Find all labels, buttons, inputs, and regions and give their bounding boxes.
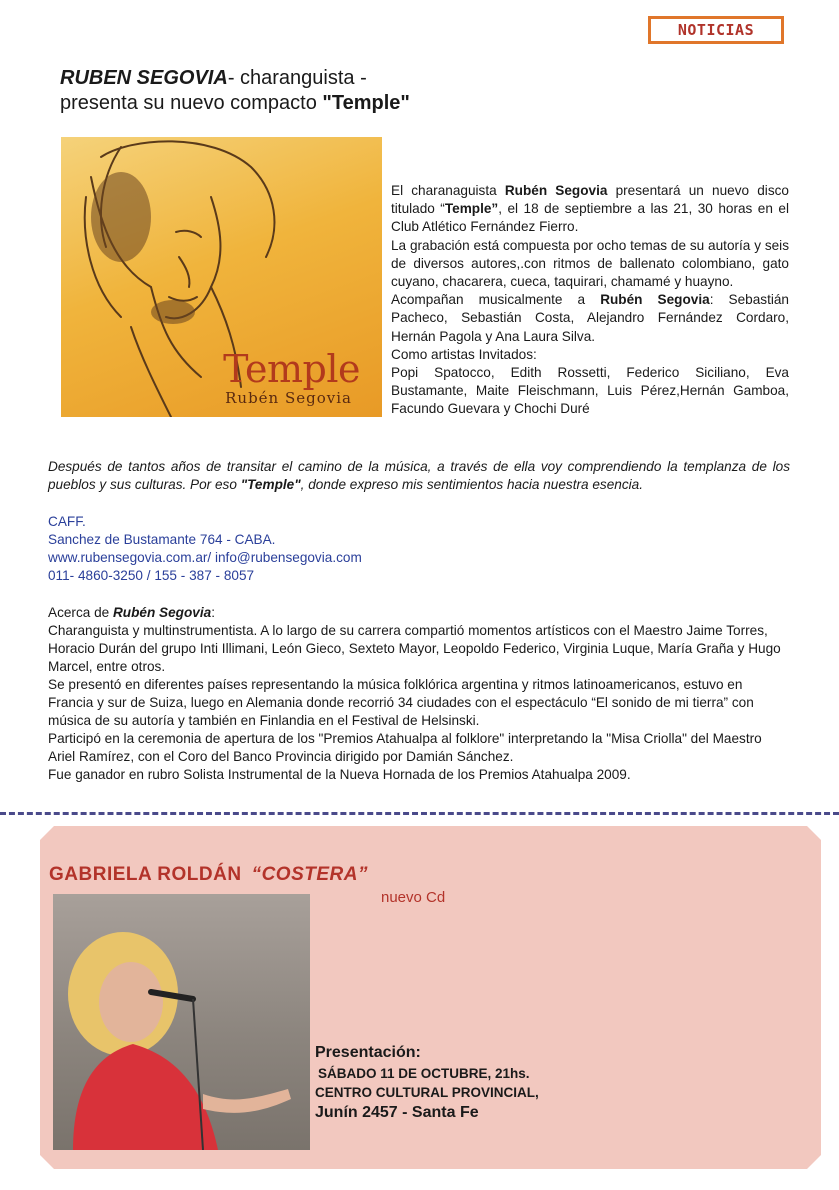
about-paragraph-1: Charanguista y multinstrumentista. A lo largo de su carrera compartió momentos artísticos con el Maestro Jaime Torres, Horacio Durán del grupo Inti Illimani, León Gieco, Sexteto Mayor, Leopoldo Federico, Virginia Luque, María Graña y Hugo Marcel, entre otros.: [48, 623, 781, 674]
intro-paragraph-1: El charanaguista Rubén Segovia presentará un nuevo disco titulado “Temple”, el 18 de septiembre a las 21, 30 horas en el Club Atlético Fernández Fierro.: [391, 183, 789, 235]
intro-paragraph-3: Acompañan musicalmente a Rubén Segovia: Sebastián Pacheco, Sebastián Costa, Alejandro Fernández Cordaro, Hernán Pagola y Ana Laura Silva.: [391, 292, 789, 344]
article-title: [60, 66, 410, 116]
contact-venue: CAFF.: [48, 514, 86, 529]
contact-info: [48, 513, 548, 585]
title-role: - charanguista -: [227, 67, 367, 89]
album-cover-image: [61, 137, 382, 417]
intro-paragraph-2: La grabación está compuesta por ocho temas de su autoría y seis de diversos autores,.con ritmos de ballenato colombiano, gato cuyano, chacarera, cueca, taquirari, chamamé y huayno.: [391, 237, 789, 290]
about-artist: [48, 604, 790, 784]
contact-web-email[interactable]: www.rubensegovia.com.ar/ info@rubensegovia.com: [48, 550, 362, 565]
cover-title: Temple: [223, 347, 360, 391]
contact-phone: 011- 4860-3250 / 155 - 387 - 8057: [48, 568, 255, 583]
event-artist-name: GABRIELA ROLDÁN: [49, 864, 242, 885]
event-heading: Presentación:: [315, 1044, 421, 1061]
contact-address: Sanchez de Bustamante 764 - CABA.: [48, 532, 276, 547]
intro-paragraph-5: Popi Spatocco, Edith Rossetti, Federico Siciliano, Eva Bustamante, Maite Fleischmann, Luis Pérez,Hernán Gamboa, Facundo Guevara y Chochi Duré: [391, 365, 789, 417]
event-address: Junín 2457 - Santa Fe: [315, 1104, 479, 1121]
title-album: "Temple": [322, 92, 410, 114]
singer-photo: [53, 894, 310, 1150]
about-heading: Acerca de Rubén Segovia:: [48, 605, 215, 620]
artist-quote: Después de tantos años de transitar el camino de la música, a través de ella voy comprendiendo la templanza de los pueblos y sus culturas. Por eso "Temple", donde expreso mis sentimientos hacia nuestra esencia.: [48, 459, 790, 492]
artist-name: RUBEN SEGOVIA: [60, 67, 228, 89]
event-venue: CENTRO CULTURAL PROVINCIAL,: [315, 1085, 539, 1100]
section-badge: NOTICIAS: [648, 16, 784, 44]
about-paragraph-2: Se presentó en diferentes países representando la música folklórica argentina y ritmos latinoamericanos, estuvo en Francia y sur de Suiza, luego en Alemania donde recorrió 34 ciudades con el espectáculo “El sonido de mi tierra” con música de su autoría y también en Finlandia en el Festival de Helsinski.: [48, 677, 754, 728]
title-line2: presenta su nuevo compacto: [60, 92, 323, 114]
about-paragraph-4: Fue ganador en rubro Solista Instrumental de la Nueva Hornada de los Premios Atahualpa 2009.: [48, 767, 631, 782]
event-details: [315, 1044, 795, 1122]
intro-text: [391, 182, 789, 419]
cover-artist: Rubén Segovia: [225, 389, 352, 407]
section-divider: [0, 812, 839, 815]
event-title: [49, 864, 368, 886]
event-album-name: “COSTERA”: [251, 864, 368, 885]
event-subtitle: nuevo Cd: [381, 889, 446, 906]
singer-illustration: [53, 894, 310, 1150]
event-date: SÁBADO 11 DE OCTUBRE, 21hs.: [318, 1066, 530, 1081]
about-paragraph-3: Participó en la ceremonia de apertura de los "Premios Atahualpa al folklore" interpretando la "Misa Criolla" del Maestro Ariel Ramírez, con el Coro del Banco Provincia dirigido por Damián Sánchez.: [48, 731, 762, 764]
intro-paragraph-4: Como artistas Invitados:: [391, 346, 537, 362]
